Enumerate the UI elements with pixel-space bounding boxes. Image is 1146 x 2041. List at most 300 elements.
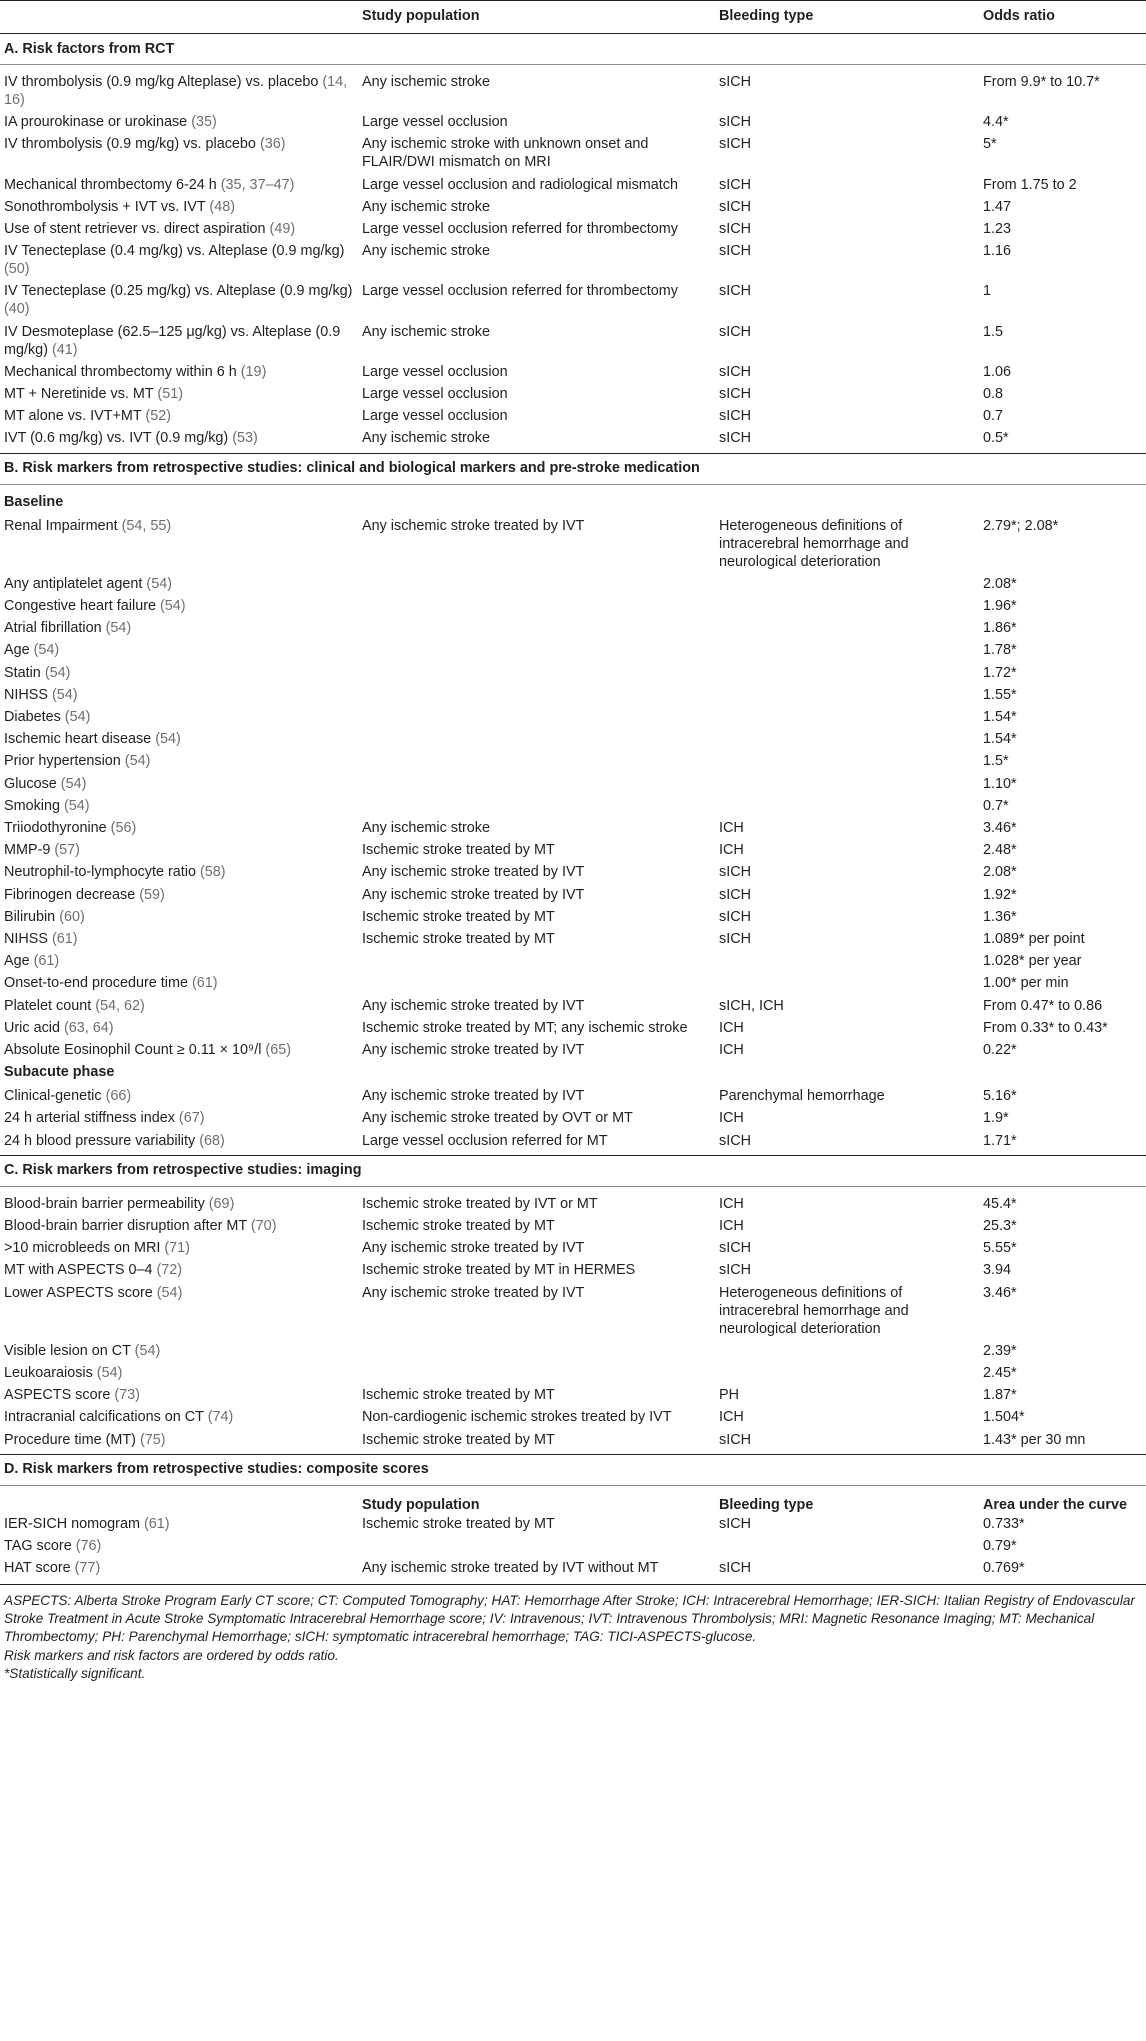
risk-factor-cell	[4, 1515, 356, 1533]
table-row	[0, 198, 1146, 216]
table-rule	[0, 1485, 1146, 1486]
odds-ratio-cell: 5.16*	[983, 1088, 1017, 1105]
footnote: ASPECTS: Alberta Stroke Program Early CT score; CT: Computed Tomography; HAT: Hemorrhage After Stroke; ICH: Intracerebral Hemorrhage; IER-SICH: Italian Registry of Endovascular Stroke Treatment in Acute Stroke Symptomatic Intracerebral Hemorrhage score; IV: Intravenous; IVT: Intravenous Thrombolysis; MRI: Magnetic Resonance Imaging; MT: Mechanical Thrombectomy; PH: Parenchymal Hemorrhage; sICH: symptomatic intracerebral hemorrhage; TAG: TICI-ASPECTS-glucose.	[4, 1593, 1135, 1645]
study-population-cell: Ischemic stroke treated by MT	[362, 1218, 555, 1234]
bleeding-type-cell: ICH	[719, 820, 744, 836]
reference-link[interactable]: (14, 16)	[4, 74, 348, 108]
odds-ratio-cell: 1.78*	[983, 642, 1017, 659]
bleeding-type-cell: sICH	[719, 1132, 751, 1149]
odds-ratio-cell: 1.16	[983, 243, 1012, 260]
bleeding-type-cell: sICH	[719, 176, 751, 193]
table-row	[0, 752, 1146, 770]
reference-link[interactable]: (52)	[145, 408, 172, 425]
table-row	[0, 597, 1146, 615]
reference-link[interactable]: (41)	[51, 341, 78, 358]
risk-factor-cell	[4, 1217, 356, 1235]
risk-factor-label: Bilirubin	[4, 908, 56, 925]
odds-ratio-cell: 1.10*	[983, 775, 1017, 792]
table-row	[0, 242, 1146, 278]
odds-ratio-cell: 2.39*	[983, 1342, 1017, 1359]
bleeding-type-cell: ICH	[719, 1409, 744, 1426]
odds-ratio-cell: 1.5	[983, 323, 1004, 340]
risk-factor-cell	[4, 1284, 356, 1302]
reference-link[interactable]: (54)	[44, 664, 71, 681]
risk-factor-label: Sonothrombolysis + IVT vs. IVT	[4, 198, 206, 215]
risk-factor-cell	[4, 686, 356, 704]
bleeding-type-cell: sICH	[719, 114, 751, 131]
risk-factor-label: Statin	[4, 664, 41, 681]
risk-factor-label: Prior hypertension	[4, 753, 121, 770]
risk-factor-label: 24 h arterial stiffness index	[4, 1110, 175, 1127]
odds-ratio-cell: 0.7*	[983, 797, 1009, 814]
reference-link[interactable]: (74)	[207, 1409, 234, 1426]
table-row	[0, 1386, 1146, 1404]
bleeding-type-cell: ICH	[719, 842, 744, 859]
study-population-cell: Large vessel occlusion referred for MT	[362, 1132, 608, 1149]
risk-factor-label: Procedure time (MT)	[4, 1431, 136, 1448]
risk-factor-cell	[4, 1537, 356, 1555]
reference-link[interactable]: (54)	[155, 731, 181, 748]
study-population-cell: Any ischemic stroke	[362, 323, 490, 340]
table-row	[0, 385, 1146, 403]
risk-factor-cell	[4, 819, 356, 837]
odds-ratio-cell: From 9.9* to 10.7*	[983, 74, 1100, 90]
table-row	[0, 1239, 1146, 1257]
reference-link[interactable]: (54)	[60, 775, 87, 792]
risk-factor-label: Blood-brain barrier disruption after MT	[4, 1218, 247, 1234]
odds-ratio-cell: 3.94	[983, 1262, 1012, 1279]
reference-link[interactable]: (50)	[4, 261, 30, 278]
group-subtitle: Subacute phase	[4, 1064, 115, 1081]
reference-link[interactable]: (58)	[199, 864, 226, 881]
reference-link[interactable]: (56)	[110, 820, 137, 836]
table-row	[0, 1195, 1146, 1213]
study-population-cell: Large vessel occlusion	[362, 114, 508, 131]
risk-factor-cell	[4, 1342, 356, 1360]
reference-link[interactable]: (60)	[59, 908, 85, 925]
section-title: D. Risk markers from retrospective studies: composite scores	[4, 1461, 429, 1478]
odds-ratio-cell: 1.54*	[983, 731, 1017, 748]
study-population-cell: Any ischemic stroke treated by OVT or MT	[362, 1110, 633, 1127]
risk-factor-label: Use of stent retriever vs. direct aspiration	[4, 221, 266, 237]
table-row	[0, 619, 1146, 637]
study-population-cell: Large vessel occlusion referred for thrombectomy	[362, 221, 678, 237]
study-population-cell: Any ischemic stroke treated by IVT without MT	[362, 1560, 659, 1577]
risk-factor-label: NIHSS	[4, 686, 48, 703]
odds-ratio-cell: 3.46*	[983, 820, 1017, 836]
study-population-cell: Ischemic stroke treated by MT	[362, 1515, 555, 1532]
reference-link[interactable]: (68)	[199, 1132, 225, 1149]
odds-ratio-cell: 1.72*	[983, 664, 1017, 681]
risk-factor-cell	[4, 135, 356, 153]
study-population-cell: Large vessel occlusion	[362, 408, 508, 425]
odds-ratio-cell: 0.769*	[983, 1560, 1025, 1577]
odds-ratio-cell: 1.36*	[983, 908, 1017, 925]
bleeding-type-cell: sICH	[719, 221, 751, 237]
risk-factor-label: IA prourokinase or urokinase	[4, 114, 188, 131]
risk-factor-label: Mechanical thrombectomy 6-24 h	[4, 176, 217, 193]
risk-factor-cell	[4, 242, 356, 278]
study-population-cell: Ischemic stroke treated by MT	[362, 908, 555, 925]
table-row	[0, 407, 1146, 425]
reference-link[interactable]: (63, 64)	[63, 1019, 114, 1036]
risk-factor-cell	[4, 385, 356, 403]
odds-ratio-cell: 2.08*	[983, 575, 1017, 592]
table-row	[0, 775, 1146, 793]
table-row	[0, 1537, 1146, 1555]
risk-factor-label: Neutrophil-to-lymphocyte ratio	[4, 864, 196, 881]
risk-factor-label: MMP-9	[4, 842, 51, 859]
study-population-cell: Any ischemic stroke treated by IVT	[362, 864, 585, 881]
reference-link[interactable]: (66)	[105, 1088, 132, 1105]
risk-factor-cell	[4, 113, 356, 131]
odds-ratio-cell: 2.48*	[983, 842, 1017, 859]
study-population-cell: Any ischemic stroke	[362, 430, 490, 447]
table-row	[0, 1515, 1146, 1533]
bleeding-type-cell: ICH	[719, 1019, 744, 1036]
column-header: Odds ratio	[983, 8, 1055, 24]
table-row	[0, 863, 1146, 881]
table-row	[0, 686, 1146, 704]
odds-ratio-cell: 1.43* per 30 mn	[983, 1431, 1086, 1448]
section-title: C. Risk markers from retrospective studies: imaging	[4, 1162, 362, 1179]
table-row	[0, 1132, 1146, 1150]
odds-ratio-cell: From 0.33* to 0.43*	[983, 1019, 1108, 1036]
risk-factor-label: Onset-to-end procedure time	[4, 975, 188, 992]
table-row	[0, 1217, 1146, 1235]
table-rule	[0, 1584, 1146, 1585]
table-row	[0, 708, 1146, 726]
odds-ratio-cell: 1.5*	[983, 753, 1009, 770]
bleeding-type-cell: sICH	[719, 1240, 751, 1257]
reference-link[interactable]: (65)	[265, 1042, 291, 1058]
reference-link[interactable]: (54)	[33, 642, 60, 659]
study-population-cell: Ischemic stroke treated by MT	[362, 842, 555, 859]
reference-link[interactable]: (49)	[269, 221, 296, 237]
column-header: Bleeding type	[719, 8, 814, 24]
study-population-cell: Ischemic stroke treated by IVT or MT	[362, 1195, 598, 1212]
risk-factor-label: Glucose	[4, 775, 57, 792]
risk-factor-cell	[4, 641, 356, 659]
table-row	[0, 1431, 1146, 1449]
risk-factor-label: HAT score	[4, 1560, 71, 1577]
table-row	[0, 886, 1146, 904]
odds-ratio-cell: 0.7	[983, 408, 1004, 425]
risk-factor-cell	[4, 1109, 356, 1127]
reference-link[interactable]: (54)	[124, 753, 151, 770]
study-population-cell: Any ischemic stroke	[362, 820, 490, 836]
study-population-cell: Any ischemic stroke treated by IVT	[362, 1088, 585, 1105]
reference-link[interactable]: (35)	[191, 114, 217, 131]
risk-factor-cell	[4, 863, 356, 881]
bleeding-type-cell: sICH, ICH	[719, 997, 784, 1014]
risk-factor-label: IVT (0.6 mg/kg) vs. IVT (0.9 mg/kg)	[4, 430, 229, 447]
odds-ratio-cell: 0.22*	[983, 1042, 1017, 1058]
reference-link[interactable]: (54)	[51, 686, 78, 703]
risk-factor-cell	[4, 429, 356, 447]
risk-factor-cell	[4, 597, 356, 615]
odds-ratio-cell: 2.45*	[983, 1365, 1017, 1381]
risk-factor-label: Any antiplatelet agent	[4, 575, 143, 592]
odds-ratio-cell: From 1.75 to 2	[983, 176, 1077, 193]
section-title: A. Risk factors from RCT	[4, 40, 175, 57]
bleeding-type-cell: sICH	[719, 931, 751, 947]
bleeding-type-cell: sICH	[719, 1431, 751, 1448]
odds-ratio-cell: 1.9*	[983, 1110, 1009, 1127]
risk-factor-label: Congestive heart failure	[4, 598, 156, 614]
odds-ratio-cell: 1	[983, 283, 992, 300]
study-population-cell: Ischemic stroke treated by MT; any ischemic stroke	[362, 1019, 688, 1036]
odds-ratio-cell: 1.00* per min	[983, 975, 1069, 992]
odds-ratio-cell: 1.47	[983, 198, 1012, 215]
table-row	[0, 1559, 1146, 1577]
reference-link[interactable]: (54)	[146, 575, 173, 592]
reference-link[interactable]: (40)	[4, 301, 30, 318]
reference-link[interactable]: (61)	[143, 1515, 170, 1532]
study-population-cell: Any ischemic stroke treated by IVT	[362, 1042, 585, 1058]
table-row	[0, 819, 1146, 837]
risk-factor-label: Visible lesion on CT	[4, 1342, 131, 1359]
reference-link[interactable]: (54, 55)	[121, 517, 172, 534]
table-rule	[0, 1454, 1146, 1455]
risk-factor-label: ASPECTS score	[4, 1387, 111, 1404]
reference-link[interactable]: (73)	[114, 1387, 140, 1404]
risk-factor-label: Triiodothyronine	[4, 820, 107, 836]
table-row	[0, 517, 1146, 571]
odds-ratio-cell: 45.4*	[983, 1195, 1017, 1212]
reference-link[interactable]: (54)	[134, 1342, 161, 1359]
bleeding-type-cell: sICH	[719, 136, 751, 153]
reference-link[interactable]: (53)	[232, 430, 258, 447]
risk-factor-cell	[4, 1364, 356, 1382]
table-row	[0, 730, 1146, 748]
bleeding-type-cell: sICH	[719, 408, 751, 425]
table-row	[0, 135, 1146, 171]
study-population-cell: Any ischemic stroke treated by IVT	[362, 997, 585, 1014]
bleeding-type-cell: sICH	[719, 1262, 751, 1279]
table-row	[0, 1109, 1146, 1127]
study-population-cell: Any ischemic stroke treated by IVT	[362, 517, 585, 534]
risk-factor-cell	[4, 797, 356, 815]
bleeding-type-cell: ICH	[719, 1042, 744, 1058]
study-population-cell: Any ischemic stroke with unknown onset and FLAIR/DWI mismatch on MRI	[362, 136, 649, 171]
risk-factor-cell	[4, 1261, 356, 1279]
reference-link[interactable]: (57)	[54, 842, 80, 859]
table-row	[0, 930, 1146, 948]
reference-link[interactable]: (51)	[157, 386, 184, 402]
risk-factor-label: Mechanical thrombectomy within 6 h	[4, 363, 237, 380]
reference-link[interactable]: (54)	[64, 709, 91, 725]
table-rule	[0, 0, 1146, 1]
risk-factor-cell	[4, 73, 356, 109]
study-population-cell: Large vessel occlusion	[362, 363, 508, 380]
table-row	[0, 323, 1146, 359]
table-row	[0, 797, 1146, 815]
risk-factor-label: IV Tenecteplase (0.25 mg/kg) vs. Alteplase (0.9 mg/kg)	[4, 283, 353, 300]
risk-factor-cell	[4, 198, 356, 216]
bleeding-type-cell: sICH	[719, 323, 751, 340]
table-row	[0, 952, 1146, 970]
risk-factor-cell	[4, 220, 356, 238]
odds-ratio-cell: 1.96*	[983, 598, 1017, 614]
table-row	[0, 974, 1146, 992]
bleeding-type-cell: Heterogeneous definitions of intracerebral hemorrhage and neurological deterioration	[719, 1284, 909, 1337]
reference-link[interactable]: (72)	[156, 1262, 183, 1279]
study-population-cell: Any ischemic stroke	[362, 74, 490, 90]
risk-factor-cell	[4, 1087, 356, 1105]
reference-link[interactable]: (71)	[164, 1240, 190, 1257]
risk-factor-cell	[4, 619, 356, 637]
odds-ratio-cell: 1.55*	[983, 686, 1017, 703]
study-population-cell: Large vessel occlusion referred for thrombectomy	[362, 283, 678, 300]
odds-ratio-cell: 0.5*	[983, 430, 1009, 447]
table-row	[0, 575, 1146, 593]
risk-factor-label: Leukoaraiosis	[4, 1365, 93, 1381]
table-rule	[0, 1155, 1146, 1156]
risk-factor-label: Intracranial calcifications on CT	[4, 1409, 204, 1426]
reference-link[interactable]: (61)	[33, 953, 60, 970]
risk-factor-label: Age	[4, 953, 30, 970]
odds-ratio-cell: 2.79*; 2.08*	[983, 517, 1059, 534]
reference-link[interactable]: (77)	[74, 1560, 101, 1577]
odds-ratio-cell: 0.8	[983, 386, 1004, 402]
column-header: Area under the curve	[983, 1496, 1127, 1513]
odds-ratio-cell: 1.504*	[983, 1409, 1025, 1426]
bleeding-type-cell: sICH	[719, 386, 751, 402]
odds-ratio-cell: 1.86*	[983, 620, 1017, 637]
risk-factor-cell	[4, 1386, 356, 1404]
bleeding-type-cell: ICH	[719, 1218, 744, 1234]
reference-link[interactable]: (54)	[64, 797, 90, 814]
column-header: Bleeding type	[719, 1496, 814, 1513]
bleeding-type-cell: sICH	[719, 1515, 751, 1532]
risk-factor-cell	[4, 730, 356, 748]
risk-factor-cell	[4, 1431, 356, 1449]
table-rule	[0, 33, 1146, 34]
risk-factor-label: Fibrinogen decrease	[4, 886, 136, 903]
odds-ratio-cell: 1.54*	[983, 709, 1017, 725]
odds-ratio-cell: From 0.47* to 0.86	[983, 997, 1103, 1014]
risk-factor-cell	[4, 323, 356, 359]
bleeding-type-cell: sICH	[719, 864, 751, 881]
risk-factor-label: Atrial fibrillation	[4, 620, 102, 637]
risk-factor-cell	[4, 775, 356, 793]
risk-factor-cell	[4, 575, 356, 593]
odds-ratio-cell: 5*	[983, 136, 997, 153]
risk-factor-cell	[4, 1041, 356, 1059]
reference-link[interactable]: (54)	[156, 1284, 183, 1301]
study-population-cell: Ischemic stroke treated by MT	[362, 931, 555, 947]
table-row	[0, 1364, 1146, 1382]
column-header: Study population	[362, 8, 480, 24]
study-population-cell: Any ischemic stroke treated by IVT	[362, 1284, 585, 1301]
odds-ratio-cell: 1.92*	[983, 886, 1017, 903]
table-row	[0, 1019, 1146, 1037]
study-population-cell: Non-cardiogenic ischemic strokes treated by IVT	[362, 1409, 672, 1426]
reference-link[interactable]: (19)	[240, 363, 267, 380]
reference-link[interactable]: (36)	[259, 136, 286, 153]
risk-factor-cell	[4, 407, 356, 425]
risk-factor-cell	[4, 886, 356, 904]
bleeding-type-cell: sICH	[719, 908, 751, 925]
reference-link[interactable]: (67)	[178, 1110, 205, 1127]
risk-factor-label: Ischemic heart disease	[4, 731, 152, 748]
reference-link[interactable]: (54)	[160, 598, 186, 614]
table-row	[0, 1261, 1146, 1279]
odds-ratio-cell: 1.028* per year	[983, 953, 1082, 970]
reference-link[interactable]: (61)	[191, 975, 218, 992]
odds-ratio-cell: 1.71*	[983, 1132, 1017, 1149]
table-rule	[0, 64, 1146, 65]
risk-factor-cell	[4, 708, 356, 726]
reference-link[interactable]: (76)	[75, 1538, 102, 1554]
risk-factor-cell	[4, 176, 356, 194]
risk-factor-label: NIHSS	[4, 931, 48, 947]
reference-link[interactable]: (48)	[209, 198, 236, 215]
section-title: B. Risk markers from retrospective studies: clinical and biological markers and pre-stroke medication	[4, 460, 700, 477]
study-population-cell: Ischemic stroke treated by MT	[362, 1387, 555, 1404]
odds-ratio-cell: 1.089* per point	[983, 931, 1085, 947]
risk-factor-label: MT alone vs. IVT+MT	[4, 408, 142, 425]
footnote: *Statistically significant.	[4, 1666, 146, 1682]
reference-link[interactable]: (54)	[96, 1365, 123, 1381]
odds-ratio-cell: 0.733*	[983, 1515, 1025, 1532]
table-rule	[0, 1186, 1146, 1187]
risk-factor-cell	[4, 930, 356, 948]
bleeding-type-cell: sICH	[719, 283, 751, 300]
reference-link[interactable]: (70)	[250, 1218, 277, 1234]
study-population-cell: Any ischemic stroke treated by IVT	[362, 886, 585, 903]
table-rule	[0, 453, 1146, 454]
risk-factor-label: IER-SICH nomogram	[4, 1515, 140, 1532]
risk-factor-cell	[4, 1195, 356, 1213]
risk-factor-label: Smoking	[4, 797, 60, 814]
risk-factor-label: Blood-brain barrier permeability	[4, 1195, 205, 1212]
risk-factor-cell	[4, 1019, 356, 1037]
bleeding-type-cell: ICH	[719, 1195, 744, 1212]
reference-link[interactable]: (54, 62)	[95, 997, 145, 1014]
bleeding-type-cell: sICH	[719, 886, 751, 903]
risk-factor-cell	[4, 841, 356, 859]
risk-factor-cell	[4, 952, 356, 970]
risk-factor-cell	[4, 752, 356, 770]
odds-ratio-cell: 4.4*	[983, 114, 1009, 131]
table-row	[0, 220, 1146, 238]
table-row	[0, 1284, 1146, 1338]
risk-factor-label: MT with ASPECTS 0–4	[4, 1262, 153, 1279]
bleeding-type-cell: sICH	[719, 198, 751, 215]
bleeding-type-cell: sICH	[719, 74, 751, 90]
odds-ratio-cell: 1.06	[983, 363, 1012, 380]
reference-link[interactable]: (69)	[208, 1195, 235, 1212]
risk-factor-label: Absolute Eosinophil Count ≥ 0.11 × 10⁹/l	[4, 1042, 262, 1058]
reference-link[interactable]: (59)	[139, 886, 165, 903]
risk-factor-label: Clinical-genetic	[4, 1088, 102, 1105]
reference-link[interactable]: (61)	[51, 931, 78, 947]
table-row	[0, 664, 1146, 682]
table-row	[0, 176, 1146, 194]
risk-factor-cell	[4, 282, 356, 318]
reference-link[interactable]: (75)	[139, 1431, 166, 1448]
bleeding-type-cell: sICH	[719, 430, 751, 447]
risk-factor-label: Age	[4, 642, 30, 659]
reference-link[interactable]: (35, 37–47)	[220, 176, 295, 193]
bleeding-type-cell: ICH	[719, 1110, 744, 1127]
reference-link[interactable]: (54)	[105, 620, 132, 637]
table-row	[0, 997, 1146, 1015]
footnote: Risk markers and risk factors are ordered by odds ratio.	[4, 1647, 339, 1663]
risk-factor-label: >10 microbleeds on MRI	[4, 1240, 161, 1257]
